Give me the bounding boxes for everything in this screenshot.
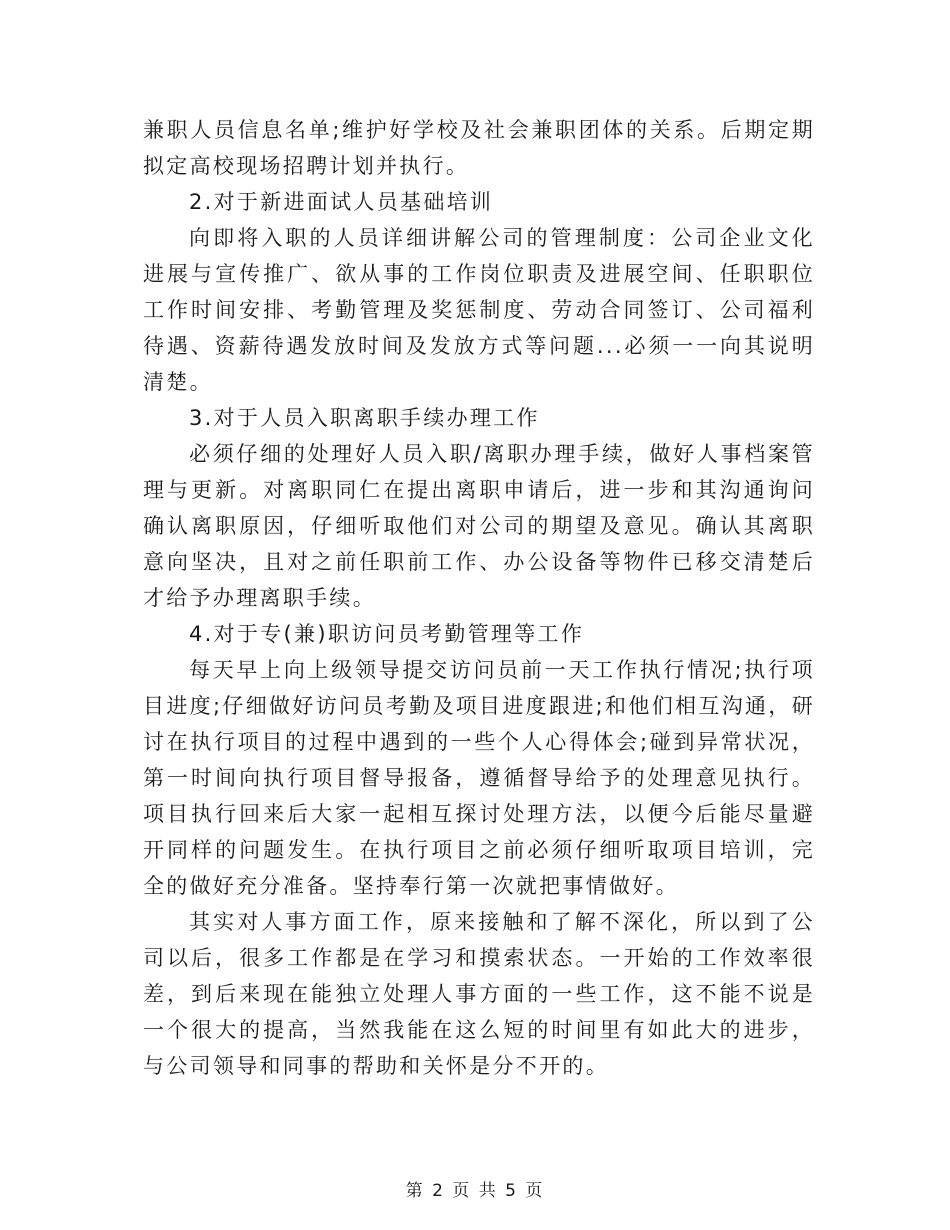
page-number-footer: 第 2 页 共 5 页	[405, 1181, 545, 1201]
paragraph-training: 向即将入职的人员详细讲解公司的管理制度：公司企业文化进展与宣传推广、欲从事的工作岗位职责及进展空间、任职职位工作时间安排、考勤管理及奖惩制度、劳动合同签订、公司福利待遇、资薪待遇发放时间及发放方式等问题...必须一一向其说明清楚。	[143, 226, 815, 394]
paragraph-continuation: 兼职人员信息名单;维护好学校及社会兼职团体的关系。后期定期拟定高校现场招聘计划并执行。	[143, 118, 815, 178]
paragraph-onboarding: 必须仔细的处理好人员入职/离职办理手续，做好人事档案管理与更新。对离职同仁在提出离职申请后，进一步和其沟通询问确认离职原因，仔细听取他们对公司的期望及意见。确认其离职意向坚决，且对之前任职前工作、办公设备等物件已移交清楚后才给予办理离职手续。	[143, 442, 815, 610]
paragraph-summary: 其实对人事方面工作，原来接触和了解不深化，所以到了公司以后，很多工作都是在学习和摸索状态。一开始的工作效率很差，到后来现在能独立处理人事方面的一些工作，这不能不说是一个很大的提高，当然我能在这么短的时间里有如此大的进步，与公司领导和同事的帮助和关怀是分不开的。	[143, 910, 815, 1078]
section-heading-training: 2.对于新进面试人员基础培训	[189, 190, 494, 214]
section-heading-attendance: 4.对于专(兼)职访问员考勤管理等工作	[189, 622, 585, 646]
paragraph-attendance: 每天早上向上级领导提交访问员前一天工作执行情况;执行项目进度;仔细做好访问员考勤及项目进度跟进;和他们相互沟通，研讨在执行项目的过程中遇到的一些个人心得体会;碰到异常状况，第一时间向执行项目督导报备，遵循督导给予的处理意见执行。项目执行回来后大家一起相互探讨处理方法，以便今后能尽量避开同样的问题发生。在执行项目之前必须仔细听取项目培训，完全的做好充分准备。坚持奉行第一次就把事情做好。	[143, 658, 815, 898]
document-body	[143, 112, 815, 1084]
section-heading-onboarding: 3.对于人员入职离职手续办理工作	[189, 406, 540, 430]
